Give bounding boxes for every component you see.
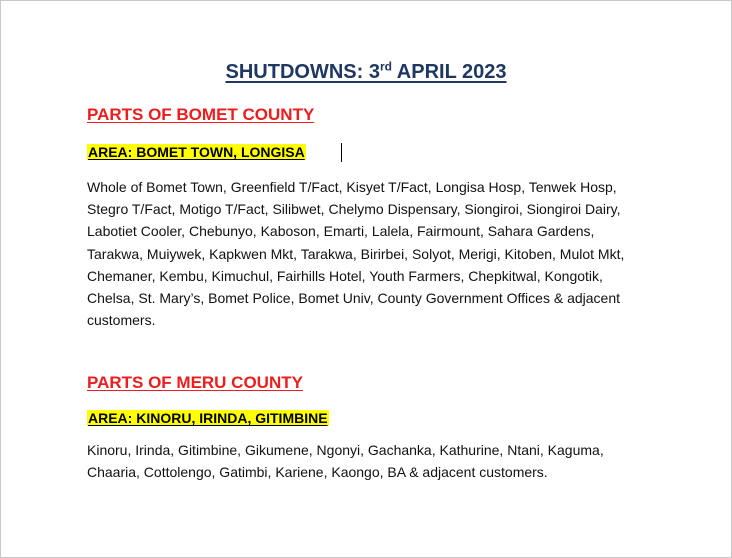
area-heading-meru: AREA: KINORU, IRINDA, GITIMBINE [88,410,328,426]
page-title [1,61,731,84]
area-details-bomet: Whole of Bomet Town, Greenfield T/Fact, Kisyet T/Fact, Longisa Hosp, Tenwek Hosp, Stegro T/Fact, Motigo T/Fact, Silibwet, Chelymo Dispensary, Siongiroi, Siongiroi Dairy, Labotiet Cooler, Chebunyo, Kaboson, Emarti, Lalela, Fairmount, Sahara Gardens, Tarakwa, Muiywek, Kapkwen Mkt, Tarakwa, Birirbei, Solyot, Merigi, Kitoben, Mulot Mkt, Chemaner, Kembu, Kimuchul, Fairhills Hotel, Youth Farmers, Chepkitwal, Kongotik, Chelsa, St. Mary’s, Bomet Police, Bomet Univ, County Government Offices & adjacent customers. [87,179,625,329]
title-prefix: SHUTDOWNS: 3 [225,61,380,83]
area-details-meru: Kinoru, Irinda, Gitimbine, Gikumene, Ngonyi, Gachanka, Kathurine, Ntani, Kaguma, Chaaria, Cottolengo, Gatimbi, Kariene, Kaongo, BA & adjacent customers. [87,442,604,481]
text-cursor [341,143,342,162]
title-ordinal-suffix: rd [379,59,392,74]
county-heading-bomet: PARTS OF BOMET COUNTY [87,105,315,124]
area-heading-bomet: AREA: BOMET TOWN, LONGISA [88,144,305,160]
county-heading-meru: PARTS OF MERU COUNTY [87,373,303,392]
title-suffix: APRIL 2023 [391,61,507,83]
